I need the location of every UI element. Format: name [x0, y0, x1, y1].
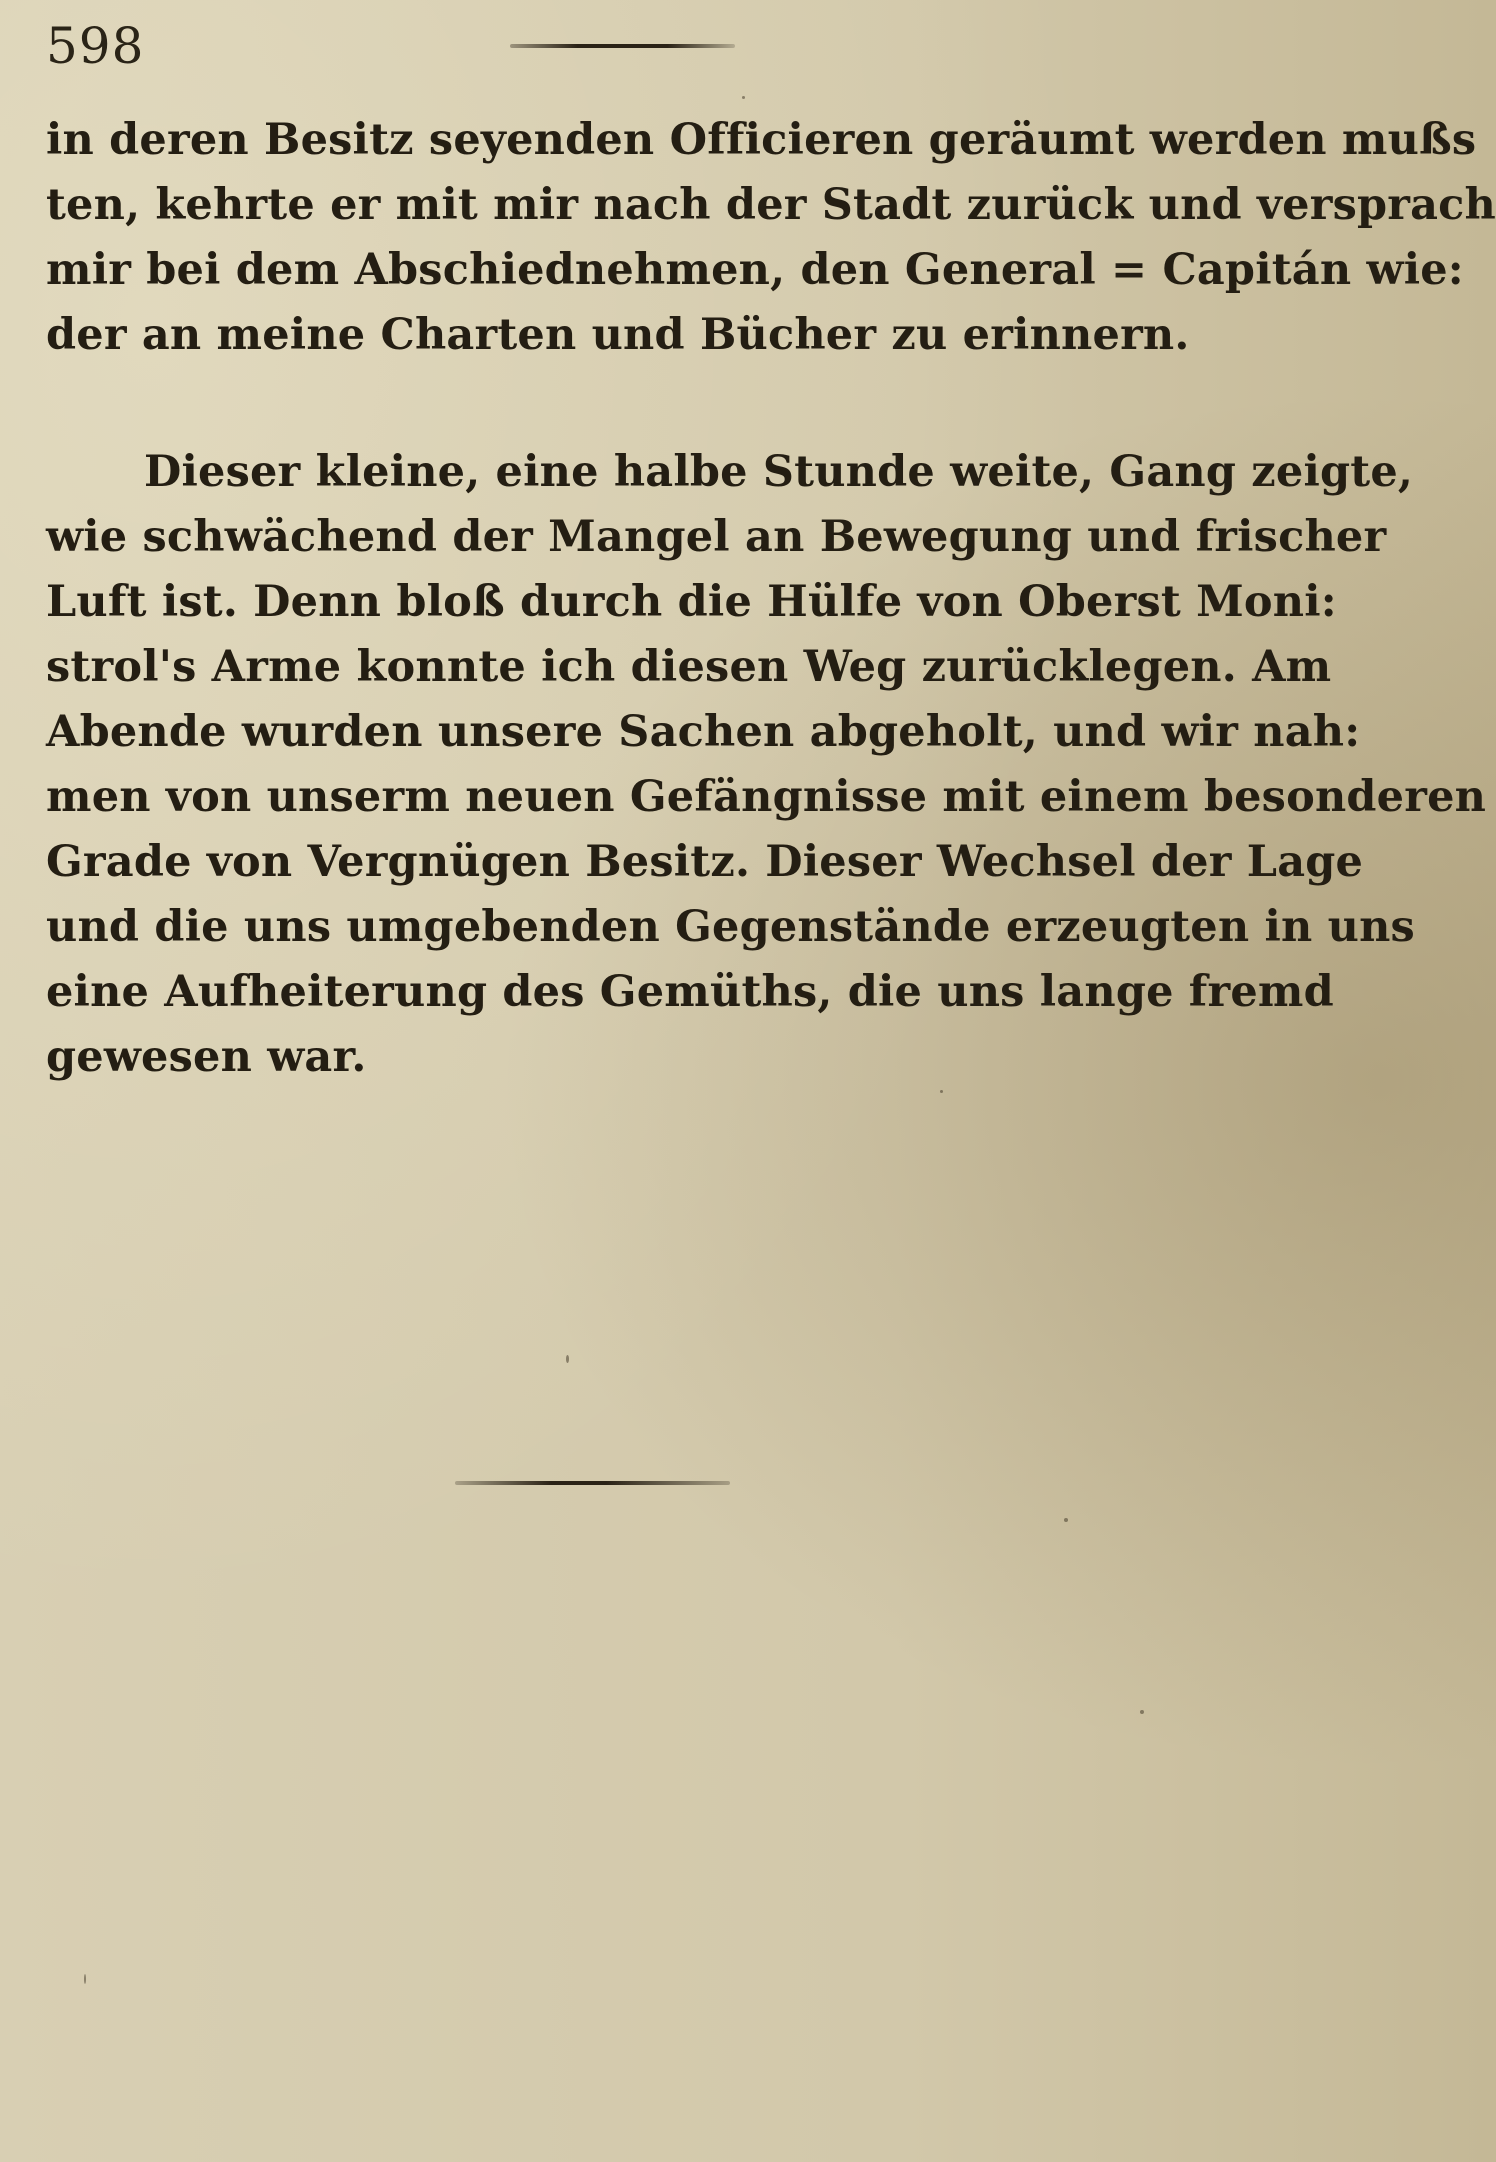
text-line: strol's Arme konnte ich diesen Weg zurücklegen. Am	[46, 642, 1332, 692]
text-line: ten, kehrte er mit mir nach der Stadt zurück und versprach	[46, 180, 1496, 230]
paper-speck	[566, 1355, 569, 1363]
text-line: gewesen war.	[46, 1032, 367, 1082]
text-line: wie schwächend der Mangel an Bewegung und frischer	[46, 512, 1387, 562]
text-line: men von unserm neuen Gefängnisse mit einem besonderen	[46, 772, 1487, 822]
page-number: 598	[46, 17, 145, 75]
paper-speck	[940, 1090, 943, 1093]
text-line: eine Aufheiterung des Gemüths, die uns lange fremd	[46, 967, 1334, 1017]
text-line: mir bei dem Abschiednehmen, den General = Capitán wie:	[46, 245, 1464, 295]
paragraph-2	[46, 440, 1487, 1090]
text-line: der an meine Charten und Bücher zu erinnern.	[46, 310, 1190, 360]
paper-speck	[742, 96, 745, 99]
closing-rule	[455, 1481, 730, 1485]
text-line: Dieser kleine, eine halbe Stunde weite, Gang zeigte,	[144, 447, 1414, 497]
paper-speck	[1140, 1710, 1144, 1714]
paper-speck	[84, 1974, 86, 1984]
text-line: in deren Besitz seyenden Officieren geräumt werden mußs	[46, 115, 1477, 165]
text-line: und die uns umgebenden Gegenstände erzeugten in uns	[46, 902, 1415, 952]
paper-speck	[1064, 1518, 1068, 1522]
paragraph-1	[46, 108, 1496, 368]
header-rule	[510, 44, 735, 48]
text-line: Luft ist. Denn bloß durch die Hülfe von Oberst Moni:	[46, 577, 1337, 627]
text-line: Grade von Vergnügen Besitz. Dieser Wechsel der Lage	[46, 837, 1364, 887]
text-line: Abende wurden unsere Sachen abgeholt, und wir nah:	[46, 707, 1361, 757]
